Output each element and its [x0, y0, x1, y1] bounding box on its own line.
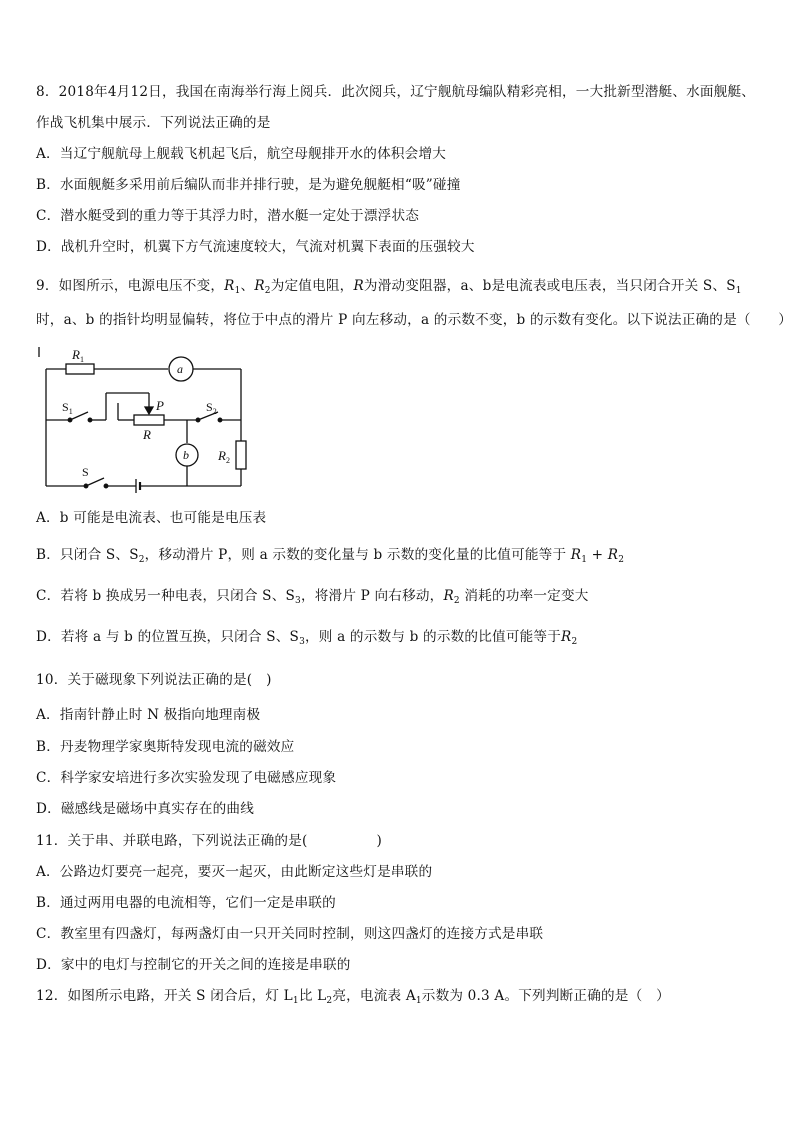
q11-option-c: C．教室里有四盏灯，每两盏灯由一只开关同时控制，则这四盏灯的连接方式是串联	[36, 926, 544, 942]
label-s1: $S_1$	[62, 400, 73, 416]
q10-option-a: A．指南针静止时 N 极指向地理南极	[36, 707, 261, 723]
q8-option-c: C．潜水艇受到的重力等于其浮力时，潜水艇一定处于漂浮状态	[36, 208, 420, 224]
resistor-r1	[66, 364, 94, 374]
label-r1: $R_1$	[72, 347, 84, 364]
q11-option-b: B．通过两用电器的电流相等，它们一定是串联的	[36, 895, 336, 911]
switch-s1	[70, 412, 88, 420]
q9-option-a: A．b 可能是电流表、也可能是电压表	[36, 510, 267, 526]
slider-p-arrow	[145, 407, 153, 414]
q8-stem-line2: 作战飞机集中展示．下列说法正确的是	[36, 115, 271, 131]
switch-s	[86, 478, 104, 486]
circuit-diagram	[36, 343, 256, 498]
q10-option-d: D．磁感线是磁场中真实存在的曲线	[36, 801, 255, 817]
q11-stem: 11．关于串、并联电路，下列说法正确的是( )	[36, 833, 382, 849]
q9-stem-line2: 时，a、b 的指针均明显偏转，将位于中点的滑片 P 向左移动，a 的示数不变，b 的示数有变化。以下说法正确的是（ ）	[36, 312, 793, 328]
rheostat-r	[134, 415, 164, 425]
q12-stem: 12．如图所示电路，开关 S 闭合后，灯 $L_1$比 $L_2$亮，电流表 $A_1$示数为 0.3 A。下列判断正确的是（ ）	[36, 988, 670, 1006]
label-b: b	[183, 448, 189, 462]
label-s: S	[82, 465, 89, 479]
resistor-r2	[236, 441, 246, 469]
q9-option-c: C．若将 b 换成另一种电表，只闭合 S、$S_3$，将滑片 P 向右移动，$R_2$ 消耗的功率一定变大	[36, 588, 589, 606]
label-s2: $S_2$	[206, 400, 217, 416]
q10-option-b: B．丹麦物理学家奥斯特发现电流的磁效应	[36, 739, 295, 755]
q8-option-b: B．水面舰艇多采用前后编队而非并排行驶，是为避免舰艇相“吸”碰撞	[36, 177, 461, 193]
q9-stem-line1: 9．如图所示，电源电压不变，$R_1$、$R_2$为定值电阻，R为滑动变阻器，a、b是电流表或电压表，当只闭合开关 S、$S_1$	[36, 278, 742, 296]
q11-option-d: D．家中的电灯与控制它的开关之间的连接是串联的	[36, 957, 351, 973]
q9-option-d: D．若将 a 与 b 的位置互换，只闭合 S、$S_3$，则 a 的示数与 b 的示数的比值可能等于$R_2$	[36, 629, 578, 647]
q11-option-a: A．公路边灯要亮一起亮，要灭一起灭，由此断定这些灯是串联的	[36, 864, 433, 880]
q8-option-d: D．战机升空时，机翼下方气流速度较大，气流对机翼下表面的压强较大	[36, 239, 475, 255]
label-r2: $R_2$	[218, 448, 230, 465]
q8-stem-line1: 8．2018年4月12日，我国在南海举行海上阅兵．此次阅兵，辽宁舰航母编队精彩亮相，一大批新型潜艇、水面舰艇、	[36, 84, 756, 100]
q9-option-b: B．只闭合 S、$S_2$，移动滑片 P，则 a 示数的变化量与 b 示数的变化量的比值可能等于 $R_1 + R_2$	[36, 547, 625, 565]
q8-option-a: A．当辽宁舰航母上舰载飞机起飞后，航空母舰排开水的体积会增大	[36, 146, 447, 162]
q10-option-c: C．科学家安培进行多次实验发现了电磁感应现象	[36, 770, 337, 786]
label-r: R	[143, 427, 151, 442]
label-p: P	[156, 398, 164, 413]
q10-stem: 10．关于磁现象下列说法正确的是( )	[36, 672, 272, 688]
label-a: a	[177, 362, 183, 376]
